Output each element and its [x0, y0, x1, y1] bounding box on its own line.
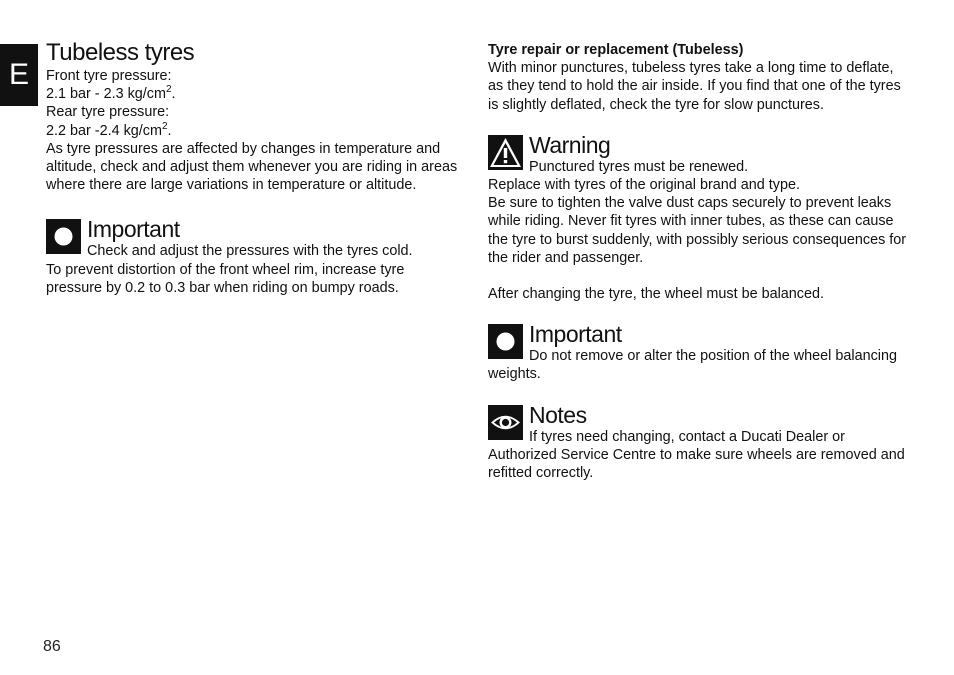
- important-title-right: Important: [529, 321, 622, 348]
- front-pressure-value: [46, 85, 458, 103]
- notes-text: If tyres need changing, contact a Ducati Dealer or Authorized Service Centre to make sure wheels are removed and refitted correctly.: [488, 428, 905, 482]
- section-title: Tubeless tyres: [46, 39, 195, 66]
- rear-pressure-value: [46, 122, 458, 140]
- left-column: [46, 39, 458, 297]
- rear-pressure-sup: 2: [161, 120, 168, 132]
- important-icon: [488, 324, 523, 359]
- rear-pressure-label: Rear tyre pressure:: [46, 104, 170, 121]
- important-block-left: [46, 216, 458, 297]
- warning-line1: Punctured tyres must be renewed.: [529, 158, 749, 175]
- important-line1: Check and adjust the pressures with the tyres cold.: [87, 243, 413, 260]
- notes-title: Notes: [529, 401, 587, 428]
- important-title: Important: [87, 216, 180, 243]
- front-pressure-text: 2.1 bar - 2.3 kg/cm: [46, 86, 166, 103]
- section-tab: [0, 44, 38, 106]
- front-pressure-label: Front tyre pressure:: [46, 68, 172, 84]
- repair-intro: With minor punctures, tubeless tyres take a long time to deflate, as they tend to hold the air inside. If you find that one of the tyres is slightly deflated, check the tyre for slow punctures.: [488, 60, 901, 113]
- important-rest: To prevent distortion of the front wheel rim, increase tyre pressure by 0.2 to 0.3 bar when riding on bumpy roads.: [46, 261, 405, 296]
- section-tab-letter: E: [8, 58, 29, 91]
- notes-eye-icon: [488, 405, 523, 440]
- warning-block: [488, 132, 908, 267]
- important-text-right: Do not remove or alter the position of the wheel balancing weights.: [488, 348, 897, 383]
- front-pressure-end: .: [171, 86, 176, 103]
- notes-block: [488, 402, 908, 483]
- warning-line3: Be sure to tighten the valve dust caps securely to prevent leaks while riding. Never fit tyres with inner tubes, as these can cause the tyre to burst suddenly, with possibly serious consequences for the rider and passenger.: [488, 195, 907, 266]
- important-icon: [46, 219, 81, 254]
- warning-title: Warning: [529, 131, 611, 158]
- pressure-paragraph: As tyre pressures are affected by changes in temperature and altitude, check and adjust them whenever you are riding in areas where there are large variations in temperature or altitude.: [46, 140, 458, 194]
- right-column: [488, 41, 908, 482]
- rear-pressure-end: .: [167, 122, 172, 139]
- warning-icon: [488, 135, 523, 170]
- front-pressure-sup: 2: [165, 84, 172, 96]
- rear-pressure-text: 2.2 bar -2.4 kg/cm: [46, 122, 162, 139]
- important-block-right: [488, 321, 908, 383]
- balance-text: After changing the tyre, the wheel must be balanced.: [488, 286, 824, 303]
- page-number: 86: [43, 638, 61, 655]
- warning-line2: Replace with tyres of the original brand and type.: [488, 177, 800, 194]
- repair-heading: Tyre repair or replacement (Tubeless): [488, 42, 744, 58]
